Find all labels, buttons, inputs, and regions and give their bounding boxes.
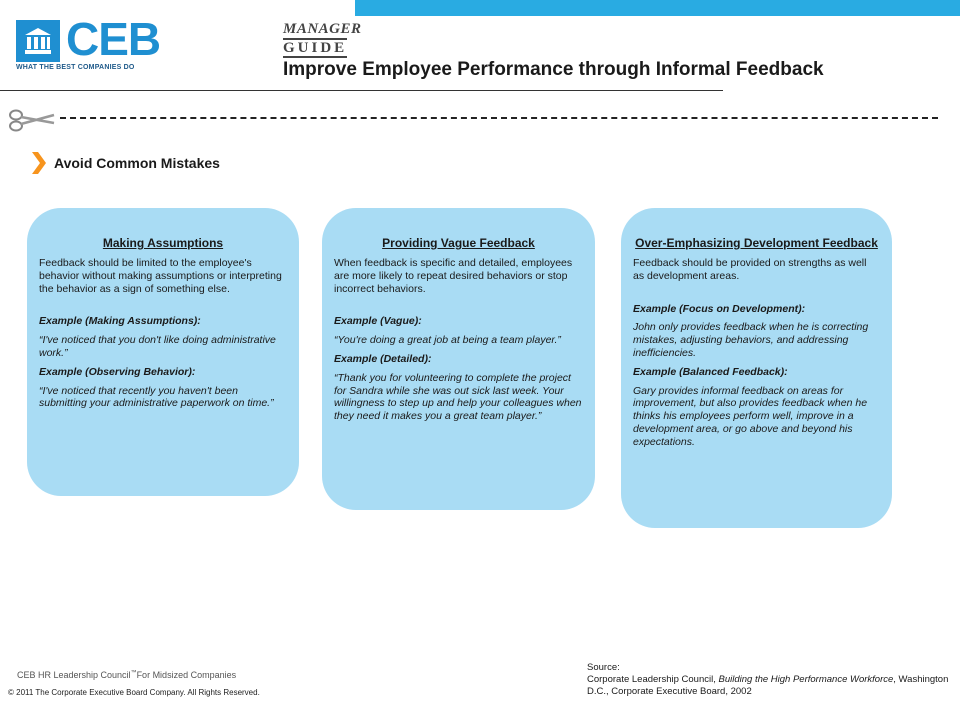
manager-guide-line1: MANAGER: [283, 21, 362, 37]
scissors-icon: [8, 107, 56, 133]
example-label: Example (Making Assumptions):: [39, 315, 201, 328]
example-text: “I've noticed that you don't like doing administrative work.”: [39, 334, 276, 359]
council-name: CEB HR Leadership Council: [17, 670, 131, 680]
example-label: Example (Detailed):: [334, 352, 432, 365]
page-title: Improve Employee Performance through Informal Feedback: [283, 59, 824, 80]
mistake-card-development-feedback: [621, 208, 892, 528]
top-accent-bar: [355, 0, 960, 16]
example-label: Example (Observing Behavior):: [39, 365, 196, 378]
example-label: Example (Balanced Feedback):: [633, 365, 788, 378]
example-label: Example (Focus on Development):: [633, 302, 806, 315]
card-title: Over-Emphasizing Development Feedback: [635, 236, 878, 250]
source-prefix: Corporate Leadership Council,: [587, 674, 716, 685]
manager-guide-badge: [283, 21, 362, 56]
mistake-card-assumptions: [27, 208, 299, 496]
section-title: Avoid Common Mistakes: [54, 155, 220, 171]
chevron-right-icon: [32, 152, 46, 174]
card-body: When feedback is specific and detailed, employees are more likely to repeat desired behaviors or stop incorrect behaviors.: [334, 257, 573, 295]
title-divider: [0, 90, 723, 91]
mistake-card-vague-feedback: [322, 208, 595, 510]
card-title: Making Assumptions: [102, 236, 224, 250]
source-book-title: Building the High Performance Workforce: [718, 674, 894, 685]
source-text: [587, 674, 952, 698]
footer-council: [17, 670, 236, 680]
card-body: Feedback should be limited to the employee's behavior without making assumptions or interpreting the behavior as a sign of something else.: [39, 257, 282, 295]
example-text: John only provides feedback when he is correcting mistakes, adjusting behaviors, and addressing inefficiencies.: [633, 321, 869, 359]
example-text: “Thank you for volunteering to complete the project for Sandra while she was out sick last week. Your willingness to step up and help your colleagues when they need it makes you a great team player.”: [334, 371, 582, 423]
footer-copyright: © 2011 The Corporate Executive Board Company. All Rights Reserved.: [8, 688, 260, 697]
source-citation: [587, 662, 952, 698]
building-icon: [16, 20, 60, 62]
card-body: Feedback should be provided on strengths as well as development areas.: [633, 257, 867, 282]
council-suffix: For Midsized Companies: [136, 670, 237, 680]
cut-line: [60, 117, 938, 119]
trademark-mark: ™: [130, 670, 137, 676]
logo-tagline: WHAT THE BEST COMPANIES DO: [16, 64, 135, 71]
manager-guide-line2: GUIDE: [283, 40, 348, 56]
example-text: Gary provides informal feedback on areas for improvement, but also provides feedback when he thinks his employees perform well, improve in a development area, or go above and beyond his expectations.: [633, 384, 868, 448]
logo-wordmark: CEB: [66, 13, 161, 65]
card-title: Providing Vague Feedback: [382, 236, 535, 250]
example-text: “I've noticed that recently you haven't been submitting your administrative paperwork on time.”: [39, 384, 274, 410]
example-text: “You're doing a great job at being a team player.”: [334, 334, 561, 347]
source-suffix: , Washington D.C., Corporate Executive Board, 2002: [587, 674, 949, 697]
source-label: Source:: [587, 662, 620, 673]
example-label: Example (Vague):: [334, 315, 422, 328]
ceb-logo: [16, 13, 166, 76]
